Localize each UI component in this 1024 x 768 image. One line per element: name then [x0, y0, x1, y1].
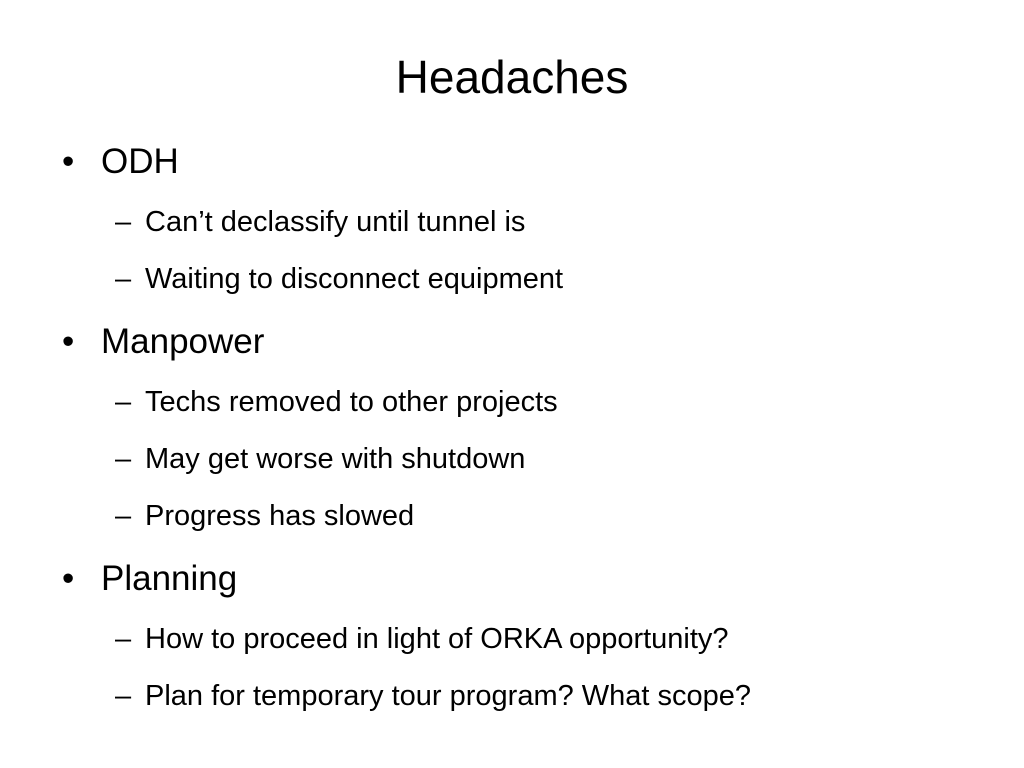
dash-icon: –: [115, 500, 132, 532]
slide-title: Headaches: [395, 51, 629, 103]
bullet-item-planning: [62, 557, 237, 601]
dash-icon: –: [115, 680, 132, 712]
dash-icon: –: [115, 623, 132, 655]
sub-bullet-item: [115, 677, 751, 715]
bullet-item-manpower: [62, 320, 264, 364]
sub-bullet-label: Progress has slowed: [145, 500, 415, 532]
bullet-label: Manpower: [101, 322, 265, 361]
sub-bullet-item: [115, 620, 729, 658]
bullet-label: ODH: [101, 142, 179, 181]
bullet-item-odh: [62, 140, 179, 184]
sub-bullet-item: [115, 497, 414, 535]
dash-icon: –: [115, 443, 132, 475]
sub-bullet-label: How to proceed in light of ORKA opportunity?: [145, 623, 729, 655]
dash-icon: –: [115, 263, 132, 295]
bullet-label: Planning: [101, 559, 238, 598]
bullet-icon: •: [62, 142, 75, 181]
sub-bullet-item: [115, 260, 563, 298]
sub-bullet-label: Techs removed to other projects: [145, 386, 558, 418]
sub-bullet-label: Can’t declassify until tunnel is: [145, 206, 526, 238]
sub-bullet-item: [115, 383, 558, 421]
bullet-icon: •: [62, 559, 75, 598]
sub-bullet-label: Plan for temporary tour program? What scope?: [145, 680, 752, 712]
dash-icon: –: [115, 206, 132, 238]
sub-bullet-item: [115, 203, 525, 241]
sub-bullet-label: May get worse with shutdown: [145, 443, 526, 475]
sub-bullet-item: [115, 440, 525, 478]
dash-icon: –: [115, 386, 132, 418]
bullet-icon: •: [62, 322, 75, 361]
sub-bullet-label: Waiting to disconnect equipment: [145, 263, 564, 295]
